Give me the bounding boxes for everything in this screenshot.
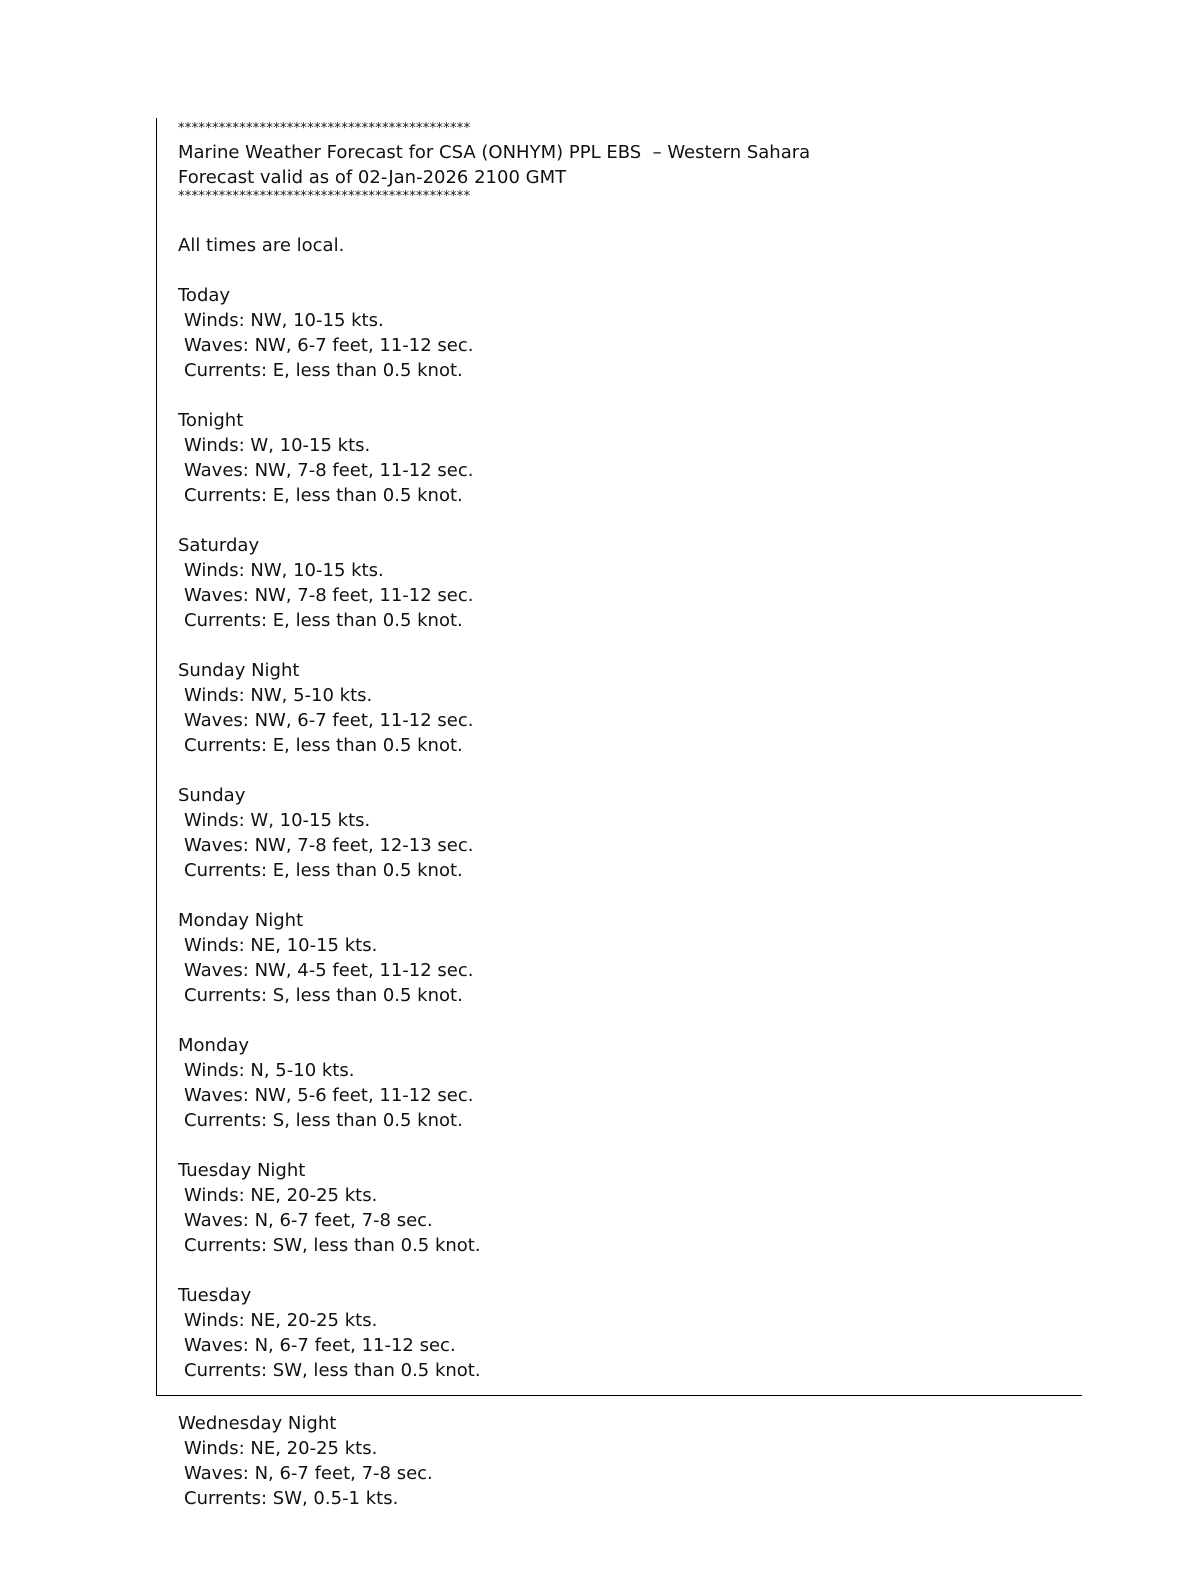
- period-winds: Winds: N, 5-10 kts.: [184, 1060, 355, 1081]
- period-winds: Winds: NE, 20-25 kts.: [184, 1185, 378, 1206]
- period-waves: Waves: NW, 7-8 feet, 12-13 sec.: [184, 835, 474, 856]
- period-waves: Waves: NW, 6-7 feet, 11-12 sec.: [184, 710, 474, 731]
- forecast-period-sunday: [178, 783, 1078, 883]
- period-heading: Today: [178, 285, 231, 306]
- header-stars-bottom: *******************************************: [178, 189, 471, 204]
- period-winds: Winds: NE, 20-25 kts.: [184, 1438, 378, 1459]
- forecast-period-tuesday-night: [178, 1158, 1078, 1258]
- period-winds: Winds: W, 10-15 kts.: [184, 435, 371, 456]
- period-currents: Currents: E, less than 0.5 knot.: [184, 360, 463, 381]
- period-currents: Currents: SW, 0.5-1 kts.: [184, 1488, 399, 1509]
- forecast-period-sunday-night: [178, 658, 1078, 758]
- period-waves: Waves: N, 6-7 feet, 11-12 sec.: [184, 1335, 456, 1356]
- period-currents: Currents: E, less than 0.5 knot.: [184, 610, 463, 631]
- times-note: All times are local.: [178, 235, 345, 256]
- period-heading: Monday: [178, 1035, 250, 1056]
- period-heading: Sunday: [178, 785, 246, 806]
- period-waves: Waves: NW, 4-5 feet, 11-12 sec.: [184, 960, 474, 981]
- period-waves: Waves: NW, 7-8 feet, 11-12 sec.: [184, 460, 474, 481]
- period-heading: Tuesday Night: [178, 1160, 306, 1181]
- period-heading: Wednesday Night: [178, 1413, 337, 1434]
- forecast-period-wednesday-night: [178, 1411, 1078, 1511]
- period-winds: Winds: NW, 5-10 kts.: [184, 685, 373, 706]
- period-currents: Currents: E, less than 0.5 knot.: [184, 860, 463, 881]
- period-currents: Currents: S, less than 0.5 knot.: [184, 1110, 463, 1131]
- period-currents: Currents: E, less than 0.5 knot.: [184, 735, 463, 756]
- period-heading: Tuesday: [178, 1285, 252, 1306]
- period-currents: Currents: SW, less than 0.5 knot.: [184, 1235, 481, 1256]
- period-waves: Waves: N, 6-7 feet, 7-8 sec.: [184, 1463, 433, 1484]
- left-border-rule: [156, 118, 157, 1396]
- period-waves: Waves: N, 6-7 feet, 7-8 sec.: [184, 1210, 433, 1231]
- forecast-period-saturday: [178, 533, 1078, 633]
- period-currents: Currents: E, less than 0.5 knot.: [184, 485, 463, 506]
- forecast-period-monday-night: [178, 908, 1078, 1008]
- period-waves: Waves: NW, 6-7 feet, 11-12 sec.: [184, 335, 474, 356]
- period-currents: Currents: SW, less than 0.5 knot.: [184, 1360, 481, 1381]
- period-winds: Winds: NE, 20-25 kts.: [184, 1310, 378, 1331]
- period-heading: Sunday Night: [178, 660, 300, 681]
- period-currents: Currents: S, less than 0.5 knot.: [184, 985, 463, 1006]
- period-winds: Winds: NW, 10-15 kts.: [184, 560, 384, 581]
- forecast-period-today: [178, 283, 1078, 383]
- forecast-title: Marine Weather Forecast for CSA (ONHYM) PPL EBS – Western Sahara: [178, 142, 811, 163]
- forecast-period-tuesday: [178, 1283, 1078, 1383]
- period-waves: Waves: NW, 7-8 feet, 11-12 sec.: [184, 585, 474, 606]
- period-winds: Winds: NE, 10-15 kts.: [184, 935, 378, 956]
- forecast-period-monday: [178, 1033, 1078, 1133]
- period-heading: Saturday: [178, 535, 260, 556]
- forecast-period-tonight: [178, 408, 1078, 508]
- header-stars-top: *******************************************: [178, 121, 471, 136]
- period-waves: Waves: NW, 5-6 feet, 11-12 sec.: [184, 1085, 474, 1106]
- forecast-valid-time: Forecast valid as of 02-Jan-2026 2100 GMT: [178, 167, 567, 188]
- forecast-content: [178, 118, 1078, 1511]
- period-winds: Winds: NW, 10-15 kts.: [184, 310, 384, 331]
- period-heading: Monday Night: [178, 910, 304, 931]
- period-heading: Tonight: [178, 410, 244, 431]
- period-winds: Winds: W, 10-15 kts.: [184, 810, 371, 831]
